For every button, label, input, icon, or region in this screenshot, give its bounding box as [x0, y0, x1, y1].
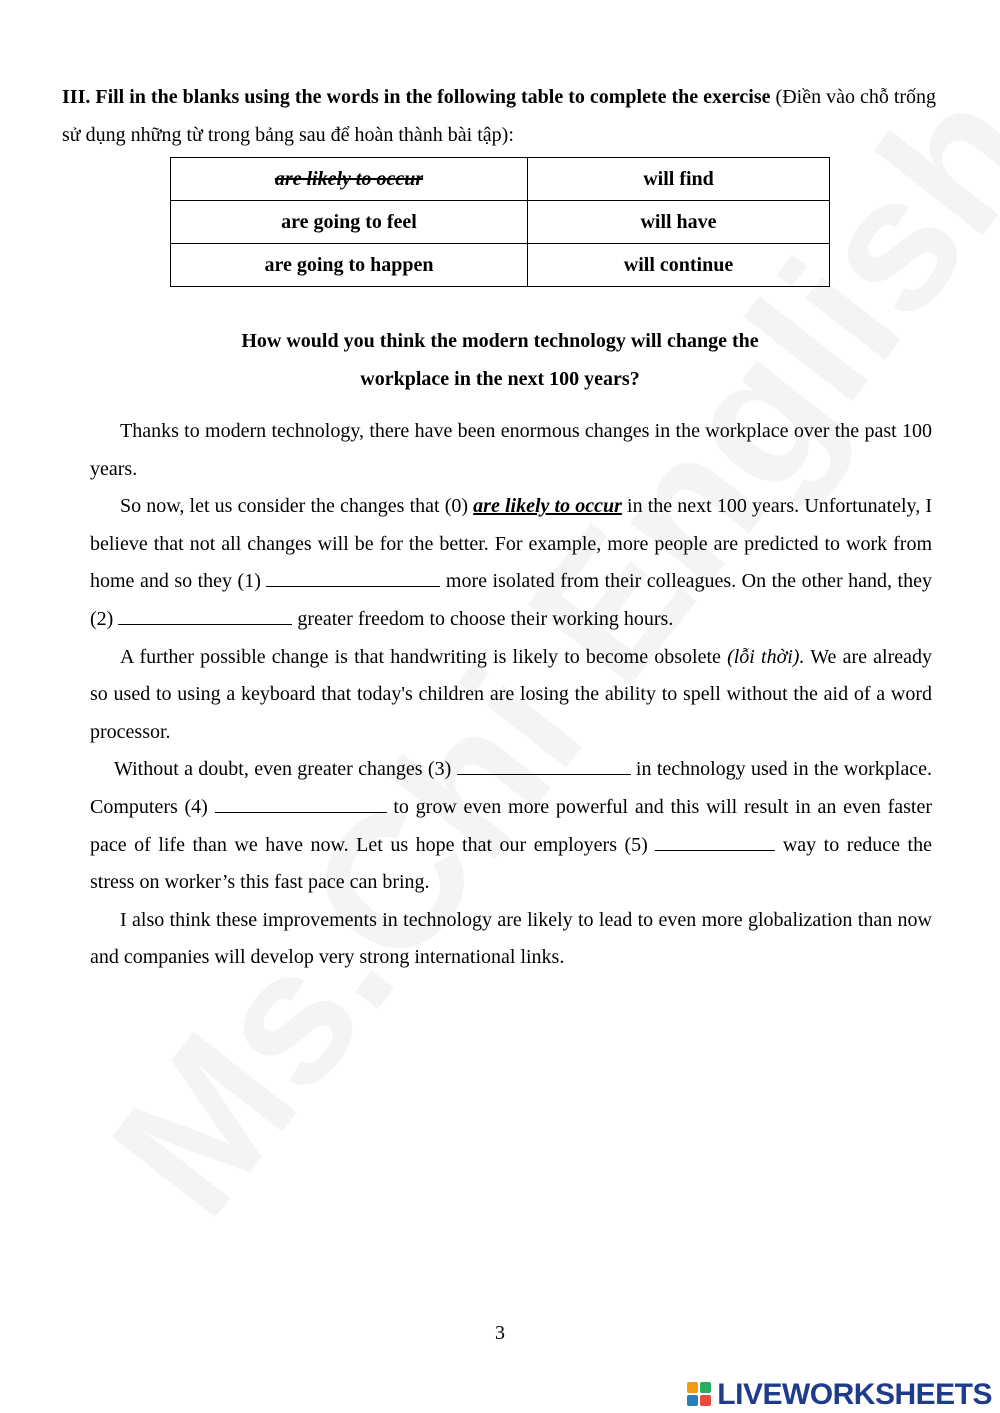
- paragraph-2: [90, 488, 932, 638]
- exercise-instruction: [62, 78, 942, 154]
- blank-1[interactable]: [266, 568, 440, 587]
- example-answer: are likely to occur: [473, 495, 622, 518]
- word-bank-table: [170, 157, 830, 287]
- translation-note: (lỗi thời).: [727, 645, 805, 668]
- word-row: [171, 244, 830, 287]
- word-used: are likely to occur: [274, 167, 424, 190]
- brand-name: LIVEWORKSHEETS: [717, 1378, 992, 1411]
- blank-3[interactable]: [457, 756, 631, 775]
- text-span: Without a doubt, even greater changes (3): [114, 758, 457, 781]
- paragraph-3: [90, 639, 932, 752]
- word-cell: will continue: [528, 244, 830, 287]
- text-span: We are already so used to using a keyboard that today's children are losing the ability to spell without the aid of a word processor.: [90, 645, 932, 743]
- instruction-normal: (Điền vào chỗ trống sử dụng những từ trong bảng sau để hoàn thành bài tập):: [62, 86, 937, 146]
- text-span: more isolated from their colleagues. On the other hand, they (2): [90, 570, 932, 630]
- passage-title: [0, 322, 1000, 398]
- title-line: How would you think the modern technology will change the: [241, 330, 759, 352]
- liveworksheets-logo[interactable]: [687, 1378, 992, 1412]
- blank-2[interactable]: [118, 606, 292, 625]
- title-line: workplace in the next 100 years?: [360, 368, 640, 390]
- word-row: [171, 158, 830, 201]
- blank-4[interactable]: [215, 794, 387, 813]
- paragraph-5: I also think these improvements in technology are likely to lead to even more globalization than now and companies will develop very strong international links.: [90, 908, 932, 969]
- word-cell: are going to feel: [171, 201, 528, 244]
- paragraph-4: [90, 751, 932, 901]
- text-span: in technology used in the workplace. Computers (4): [90, 758, 932, 818]
- word-row: [171, 201, 830, 244]
- word-cell: will have: [528, 201, 830, 244]
- blank-5[interactable]: [655, 832, 775, 851]
- text-span: A further possible change is that handwriting is likely to become obsolete: [120, 645, 728, 668]
- word-cell: will find: [528, 158, 830, 201]
- text-span: So now, let us consider the changes that (0): [120, 495, 474, 518]
- text-span: way to reduce the stress on worker’s this fast pace can bring.: [90, 833, 932, 894]
- text-span: greater freedom to choose their working hours.: [292, 607, 674, 630]
- liveworksheets-icon: [687, 1382, 713, 1408]
- paragraph-1: Thanks to modern technology, there have been enormous changes in the workplace over the past 100 years.: [90, 420, 932, 480]
- instruction-bold: III. Fill in the blanks using the words in the following table to complete the exercise: [62, 86, 771, 108]
- text-span: in the next 100 years. Unfortunately, I believe that not all changes will be for the better. For example, more people are predicted to work from home and so they (1): [90, 495, 933, 593]
- text-span: to grow even more powerful and this will result in an even faster pace of life than we have now. Let us hope that our employers (5): [90, 795, 932, 856]
- page-number: 3: [495, 1322, 505, 1344]
- word-cell: are going to happen: [171, 244, 528, 287]
- word-cell: [171, 158, 528, 201]
- passage-body: [90, 413, 932, 977]
